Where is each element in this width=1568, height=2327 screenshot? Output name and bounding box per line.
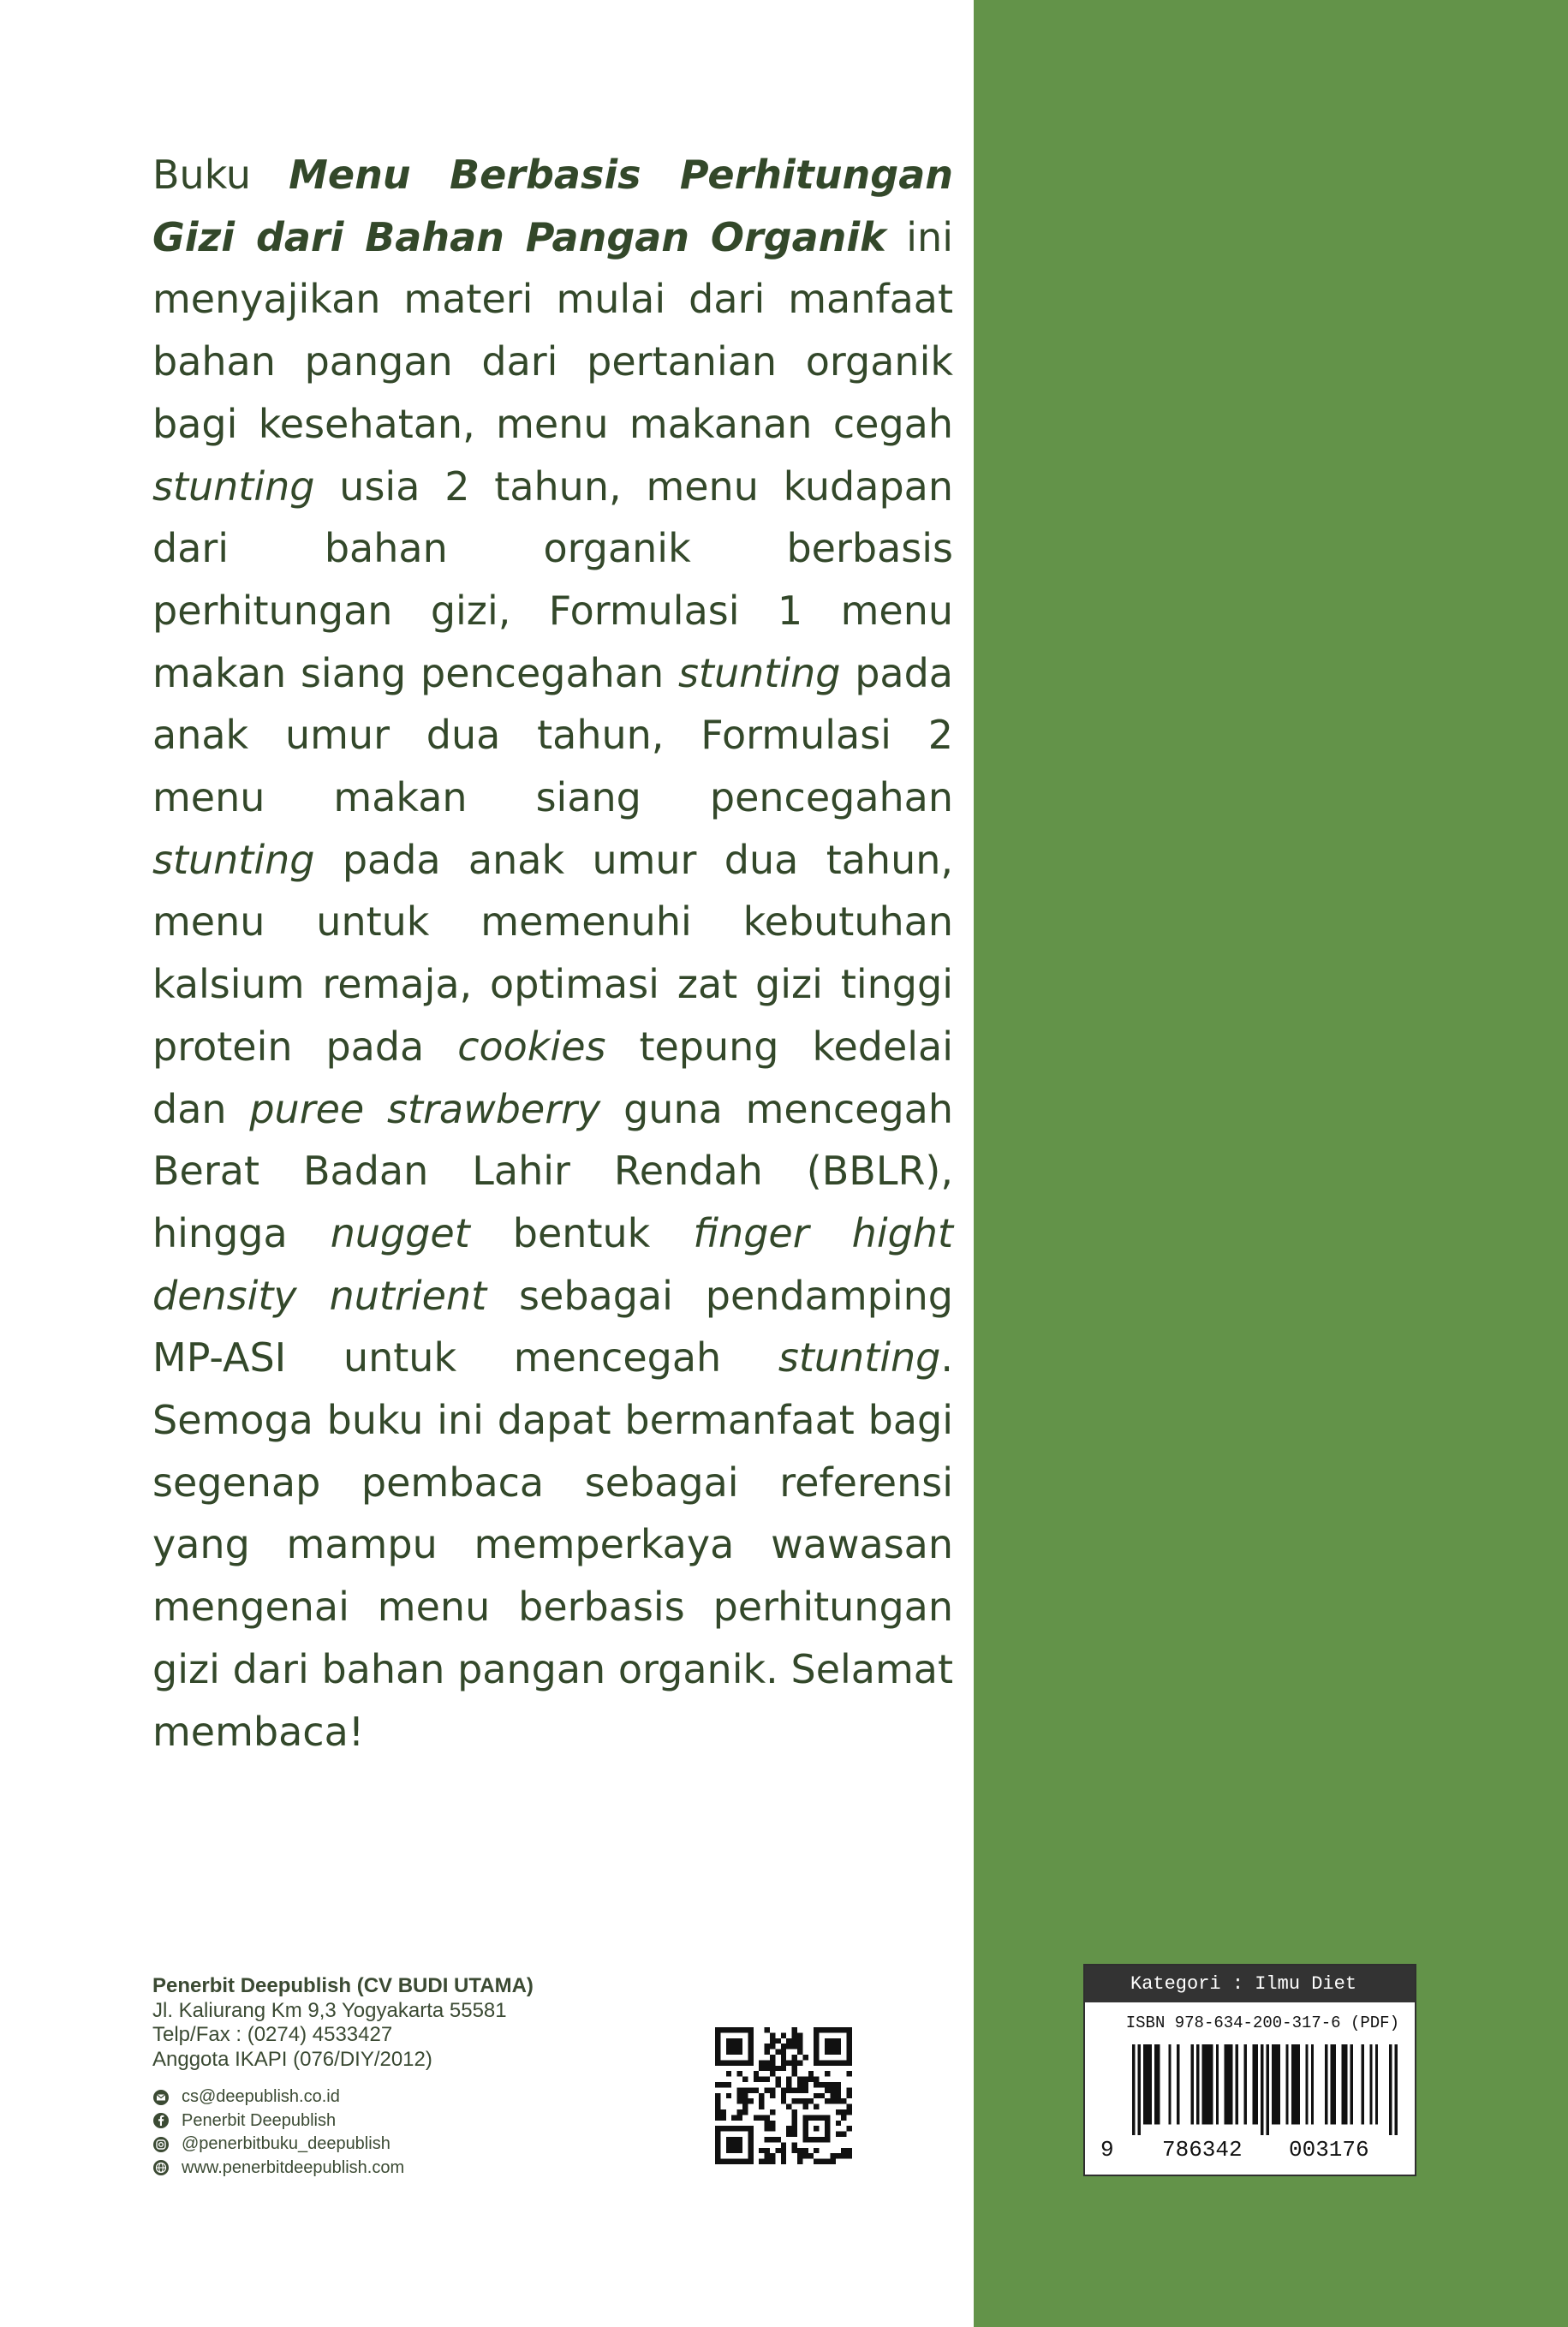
blurb-italic: finger hight density nutrient	[152, 1209, 953, 1319]
qr-module	[742, 2104, 748, 2109]
barcode-bar	[1132, 2044, 1135, 2135]
blurb-italic: stunting	[778, 1334, 941, 1381]
qr-module	[820, 2082, 825, 2087]
qr-module	[847, 2071, 852, 2076]
blurb-italic: puree strawberry	[249, 1085, 601, 1132]
barcode-bar	[1362, 2044, 1364, 2124]
publisher-membership: Anggota IKAPI (076/DIY/2012)	[152, 2047, 432, 2071]
barcode-bar	[1389, 2044, 1392, 2135]
qr-module	[847, 2126, 852, 2131]
qr-module	[797, 2038, 802, 2044]
qr-module	[847, 2153, 852, 2158]
barcode-bar	[1297, 2044, 1300, 2124]
qr-module	[792, 2121, 797, 2126]
blurb-italic: stunting	[152, 836, 315, 883]
contact-facebook-text: Penerbit Deepublish	[182, 2110, 337, 2130]
qr-module	[781, 2142, 786, 2147]
blurb-intro: Buku	[152, 152, 289, 198]
qr-module	[814, 2093, 819, 2098]
qr-module	[737, 2109, 742, 2115]
qr-module	[765, 2153, 770, 2158]
qr-module	[797, 2087, 802, 2092]
blurb-text: sebagai pendamping MP-ASI untuk mencegah	[152, 1272, 953, 1381]
contact-list	[152, 2085, 404, 2180]
publisher-name: Penerbit Deepublish (CV BUDI UTAMA)	[152, 1974, 534, 1997]
qr-module	[737, 2093, 742, 2098]
qr-module	[781, 2066, 786, 2071]
qr-module	[797, 2082, 802, 2087]
qr-module	[770, 2109, 775, 2115]
qr-module	[802, 2104, 808, 2109]
barcode-bar	[1375, 2044, 1378, 2124]
qr-module	[781, 2044, 786, 2049]
qr-module	[742, 2077, 748, 2082]
qr-module	[770, 2066, 775, 2071]
qr-module	[765, 2115, 770, 2120]
blurb-italic: cookies	[457, 1023, 606, 1070]
qr-module	[802, 2082, 808, 2087]
qr-module	[841, 2132, 846, 2137]
qr-module	[820, 2159, 825, 2164]
barcode-bar	[1207, 2044, 1210, 2124]
qr-module	[847, 2109, 852, 2115]
qr-module	[797, 2060, 802, 2065]
barcode-bar	[1344, 2044, 1347, 2124]
barcode-bar	[1267, 2044, 1269, 2135]
barcode-bar	[1272, 2044, 1274, 2124]
instagram-icon	[152, 2136, 170, 2153]
qr-module	[770, 2044, 775, 2049]
contact-email[interactable]	[152, 2085, 404, 2109]
qr-module	[825, 2082, 830, 2087]
blurb-text: pada anak umur dua tahun, Formulasi 2 menu makan siang pencegahan	[152, 649, 953, 821]
qr-module	[786, 2082, 791, 2087]
contact-website[interactable]	[152, 2157, 404, 2181]
qr-module	[792, 2027, 797, 2032]
qr-module	[770, 2060, 775, 2065]
qr-module	[792, 2148, 797, 2153]
qr-module	[770, 2137, 775, 2142]
publisher-phone: Telp/Fax : (0274) 4533427	[152, 2023, 393, 2046]
qr-module	[726, 2082, 731, 2087]
qr-module	[814, 2148, 819, 2153]
barcode-bar	[1227, 2044, 1230, 2124]
qr-module	[830, 2153, 835, 2158]
blurb-text: usia 2 tahun, menu kudapan dari bahan organik berbasis perhitungan gizi, Formulasi 1 menu makan siang pencegahan	[152, 462, 953, 696]
qr-module	[715, 2104, 720, 2109]
qr-module	[775, 2077, 780, 2082]
contact-instagram-text: @penerbitbuku_deepublish	[182, 2134, 391, 2153]
qr-module	[847, 2148, 852, 2153]
qr-module	[802, 2055, 808, 2060]
qr-module	[802, 2148, 808, 2153]
qr-module	[742, 2093, 748, 2098]
qr-module	[836, 2082, 841, 2087]
qr-module	[792, 2126, 797, 2131]
qr-module	[770, 2032, 775, 2038]
qr-module	[830, 2159, 835, 2164]
qr-module	[781, 2148, 786, 2153]
blurb-text: ini menyajikan materi mulai dari manfaat bahan pangan dari pertanian organik bagi kesehatan, menu makanan cegah	[152, 213, 953, 447]
qr-module	[797, 2044, 802, 2049]
qr-module	[792, 2032, 797, 2038]
blurb-paragraph	[152, 144, 953, 1763]
qr-module	[836, 2098, 841, 2103]
barcode-bar	[1252, 2044, 1255, 2124]
barcode-bar	[1149, 2044, 1152, 2124]
qr-module	[775, 2137, 780, 2142]
barcode-bar	[1294, 2044, 1297, 2124]
qr-module	[781, 2050, 786, 2055]
qr-module	[825, 2159, 830, 2164]
qr-module	[737, 2071, 742, 2076]
qr-module	[715, 2109, 720, 2115]
qr-module	[825, 2098, 830, 2103]
qr-module	[792, 2038, 797, 2044]
globe-icon	[152, 2159, 170, 2176]
qr-module	[770, 2093, 775, 2098]
barcode-bar	[1216, 2044, 1219, 2124]
qr-module	[765, 2044, 770, 2049]
barcode-bar	[1146, 2044, 1148, 2124]
blurb-text: pada anak umur dua tahun, menu untuk memenuhi kebutuhan kalsium remaja, optimasi zat gizi tinggi protein pada	[152, 836, 953, 1070]
qr-module	[786, 2060, 791, 2065]
isbn-number: ISBN 978-634-200-317-6 (PDF)	[1125, 2014, 1399, 2032]
qr-module	[775, 2082, 780, 2087]
barcode-bar	[1230, 2044, 1232, 2124]
blurb-text: bentuk	[469, 1209, 694, 1256]
barcode-first-digit: 9	[1100, 2137, 1114, 2163]
qr-module	[786, 2038, 791, 2044]
contact-website-text: www.penerbitdeepublish.com	[182, 2157, 405, 2177]
blurb-text: . Semoga buku ini dapat bermanfaat bagi segenap pembaca sebagai referensi yang mampu memperkaya wawasan mengenai menu berbasis perhitungan gizi dari bahan pangan organik. Selamat membaca!	[152, 1334, 953, 1755]
qr-module	[765, 2027, 770, 2032]
qr-module	[792, 2066, 797, 2071]
qr-module	[797, 2050, 802, 2055]
barcode-bar	[1342, 2044, 1344, 2124]
qr-module	[759, 2060, 764, 2065]
qr-module	[765, 2087, 770, 2092]
qr-module	[770, 2159, 775, 2164]
qr-module	[770, 2038, 775, 2044]
qr-module	[715, 2098, 720, 2103]
qr-module	[792, 2142, 797, 2147]
qr-module	[781, 2087, 786, 2092]
qr-module	[765, 2060, 770, 2065]
qr-module	[792, 2044, 797, 2049]
qr-module	[770, 2153, 775, 2158]
email-icon	[152, 2089, 170, 2106]
qr-module	[792, 2098, 797, 2103]
barcode-bar	[1202, 2044, 1205, 2124]
qr-module	[797, 2032, 802, 2038]
barcode-bar	[1274, 2044, 1277, 2124]
qr-module	[770, 2126, 775, 2131]
qr-module	[742, 2109, 748, 2115]
qr-module	[754, 2077, 759, 2082]
qr-module	[781, 2060, 786, 2065]
barcode-bar	[1311, 2044, 1314, 2124]
qr-module	[786, 2077, 791, 2082]
book-title: Menu Berbasis Perhitungan Gizi dari Bahan Pangan Organik	[152, 152, 953, 260]
contact-email-text: cs@deepublish.co.id	[182, 2087, 340, 2106]
qr-module	[759, 2093, 764, 2098]
qr-module	[802, 2098, 808, 2103]
qr-module	[802, 2087, 808, 2092]
qr-module	[781, 2032, 786, 2038]
barcode-bar	[1196, 2044, 1199, 2124]
barcode-bar	[1143, 2044, 1146, 2124]
qr-module	[765, 2121, 770, 2126]
qr-module	[786, 2104, 791, 2109]
barcode-bar	[1157, 2044, 1160, 2124]
qr-module	[792, 2055, 797, 2060]
qr-module	[820, 2093, 825, 2098]
qr-module	[841, 2115, 846, 2120]
qr-module	[847, 2093, 852, 2098]
qr-module	[797, 2153, 802, 2158]
isbn-barcode-box	[1083, 1964, 1416, 2176]
blurb-italic: stunting	[152, 462, 315, 510]
qr-module	[836, 2132, 841, 2137]
barcode-bar	[1331, 2044, 1333, 2124]
qr-module	[792, 2060, 797, 2065]
qr-module	[726, 2071, 731, 2076]
qr-module	[792, 2132, 797, 2137]
qr-module	[841, 2148, 846, 2153]
publisher-address: Jl. Kaliurang Km 9,3 Yogyakarta 55581	[152, 1998, 507, 2022]
qr-module	[726, 2093, 731, 2098]
qr-module	[770, 2121, 775, 2126]
barcode-bar	[1138, 2044, 1141, 2135]
barcode-bar	[1325, 2044, 1327, 2124]
barcode-bar	[1395, 2044, 1398, 2135]
qr-module	[715, 2115, 720, 2120]
barcode-left-digits: 786342	[1162, 2137, 1243, 2163]
qr-module	[765, 2050, 770, 2055]
qr-module	[754, 2087, 759, 2092]
barcode-bar	[1154, 2044, 1157, 2124]
qr-module	[765, 2077, 770, 2082]
qr-module	[792, 2087, 797, 2092]
contact-facebook[interactable]	[152, 2109, 404, 2133]
qr-module	[770, 2055, 775, 2060]
blurb-italic: nugget	[330, 1209, 470, 1256]
qr-code[interactable]	[715, 2027, 852, 2164]
barcode-bar	[1278, 2044, 1280, 2124]
qr-module	[765, 2066, 770, 2071]
qr-module	[808, 2098, 814, 2103]
blurb-text: tepung kedelai dan	[152, 1023, 953, 1132]
qr-module	[841, 2109, 846, 2115]
qr-module	[759, 2066, 764, 2071]
barcode-bar	[1291, 2044, 1294, 2124]
qr-module	[759, 2115, 764, 2120]
qr-module	[830, 2098, 835, 2103]
blurb-text: guna mencegah Berat Badan Lahir Rendah (BBLR), hingga	[152, 1085, 953, 1256]
qr-module	[770, 2071, 775, 2076]
qr-module	[830, 2087, 835, 2092]
qr-module	[802, 2077, 808, 2082]
barcode-bar	[1244, 2044, 1247, 2124]
qr-module	[748, 2098, 753, 2103]
qr-module	[759, 2077, 764, 2082]
barcode-bar	[1350, 2044, 1353, 2124]
qr-module	[830, 2093, 835, 2098]
qr-module	[792, 2071, 797, 2076]
qr-module	[759, 2098, 764, 2103]
qr-module	[802, 2153, 808, 2158]
qr-module	[765, 2159, 770, 2164]
qr-module	[825, 2071, 830, 2076]
qr-module	[775, 2066, 780, 2071]
qr-module	[765, 2137, 770, 2142]
qr-module	[781, 2055, 786, 2060]
qr-module	[765, 2126, 770, 2131]
qr-module	[836, 2109, 841, 2115]
facebook-icon	[152, 2112, 170, 2129]
qr-module	[770, 2087, 775, 2092]
publisher-info	[152, 1974, 534, 2072]
qr-module	[808, 2071, 814, 2076]
barcode-bar	[1205, 2044, 1207, 2124]
qr-module	[814, 2077, 819, 2082]
qr-module	[836, 2153, 841, 2158]
qr-module	[737, 2087, 742, 2092]
qr-module	[797, 2159, 802, 2164]
qr-module	[781, 2098, 786, 2103]
qr-module	[775, 2148, 780, 2153]
barcode-bar	[1261, 2044, 1263, 2135]
qr-module	[781, 2093, 786, 2098]
qr-module	[841, 2153, 846, 2158]
qr-module	[720, 2082, 725, 2087]
qr-module	[781, 2159, 786, 2164]
barcode-bar	[1225, 2044, 1227, 2124]
qr-module	[759, 2159, 764, 2164]
qr-module	[715, 2082, 720, 2087]
qr-module	[814, 2082, 819, 2087]
barcode-bar	[1255, 2044, 1258, 2124]
qr-module	[775, 2038, 780, 2044]
qr-module	[836, 2121, 841, 2126]
blurb-italic: stunting	[677, 649, 841, 696]
qr-module	[737, 2115, 742, 2120]
qr-module	[841, 2098, 846, 2103]
qr-module	[754, 2115, 759, 2120]
qr-module	[792, 2115, 797, 2120]
qr-module	[720, 2109, 725, 2115]
qr-module	[792, 2109, 797, 2115]
barcode-bar	[1177, 2044, 1179, 2124]
qr-module	[836, 2087, 841, 2092]
qr-module	[797, 2148, 802, 2153]
qr-module	[847, 2104, 852, 2109]
qr-module	[808, 2077, 814, 2082]
barcode-right-digits: 003176	[1289, 2137, 1369, 2163]
qr-module	[797, 2098, 802, 2103]
barcode-bar	[1168, 2044, 1171, 2124]
category-label: Kategori : Ilmu Diet	[1085, 1966, 1415, 2002]
qr-module	[759, 2104, 764, 2109]
qr-module	[847, 2087, 852, 2092]
qr-module	[786, 2044, 791, 2049]
qr-module	[754, 2071, 759, 2076]
barcode-bar	[1285, 2044, 1288, 2124]
qr-module	[825, 2087, 830, 2092]
qr-module	[830, 2082, 835, 2087]
contact-instagram[interactable]	[152, 2133, 404, 2157]
qr-module	[737, 2098, 742, 2103]
barcode-bars	[1132, 2044, 1398, 2135]
qr-module	[814, 2104, 819, 2109]
qr-module	[814, 2159, 819, 2164]
qr-module	[836, 2093, 841, 2098]
barcode-bar	[1236, 2044, 1238, 2124]
qr-module	[742, 2098, 748, 2103]
barcode-bar	[1210, 2044, 1213, 2124]
barcode-bar	[1191, 2044, 1194, 2124]
qr-module	[731, 2115, 736, 2120]
qr-module	[720, 2115, 725, 2120]
qr-module	[742, 2087, 748, 2092]
qr-module	[715, 2093, 720, 2098]
qr-module	[786, 2132, 791, 2137]
qr-module	[786, 2087, 791, 2092]
qr-module	[748, 2087, 753, 2092]
barcode-bar	[1305, 2044, 1308, 2124]
qr-module	[808, 2153, 814, 2158]
qr-module	[759, 2148, 764, 2153]
barcode-bar	[1369, 2044, 1372, 2124]
qr-module	[786, 2126, 791, 2131]
qr-module	[781, 2153, 786, 2158]
qr-module	[775, 2050, 780, 2055]
qr-module	[765, 2148, 770, 2153]
qr-module	[797, 2077, 802, 2082]
barcode-bar	[1333, 2044, 1336, 2124]
